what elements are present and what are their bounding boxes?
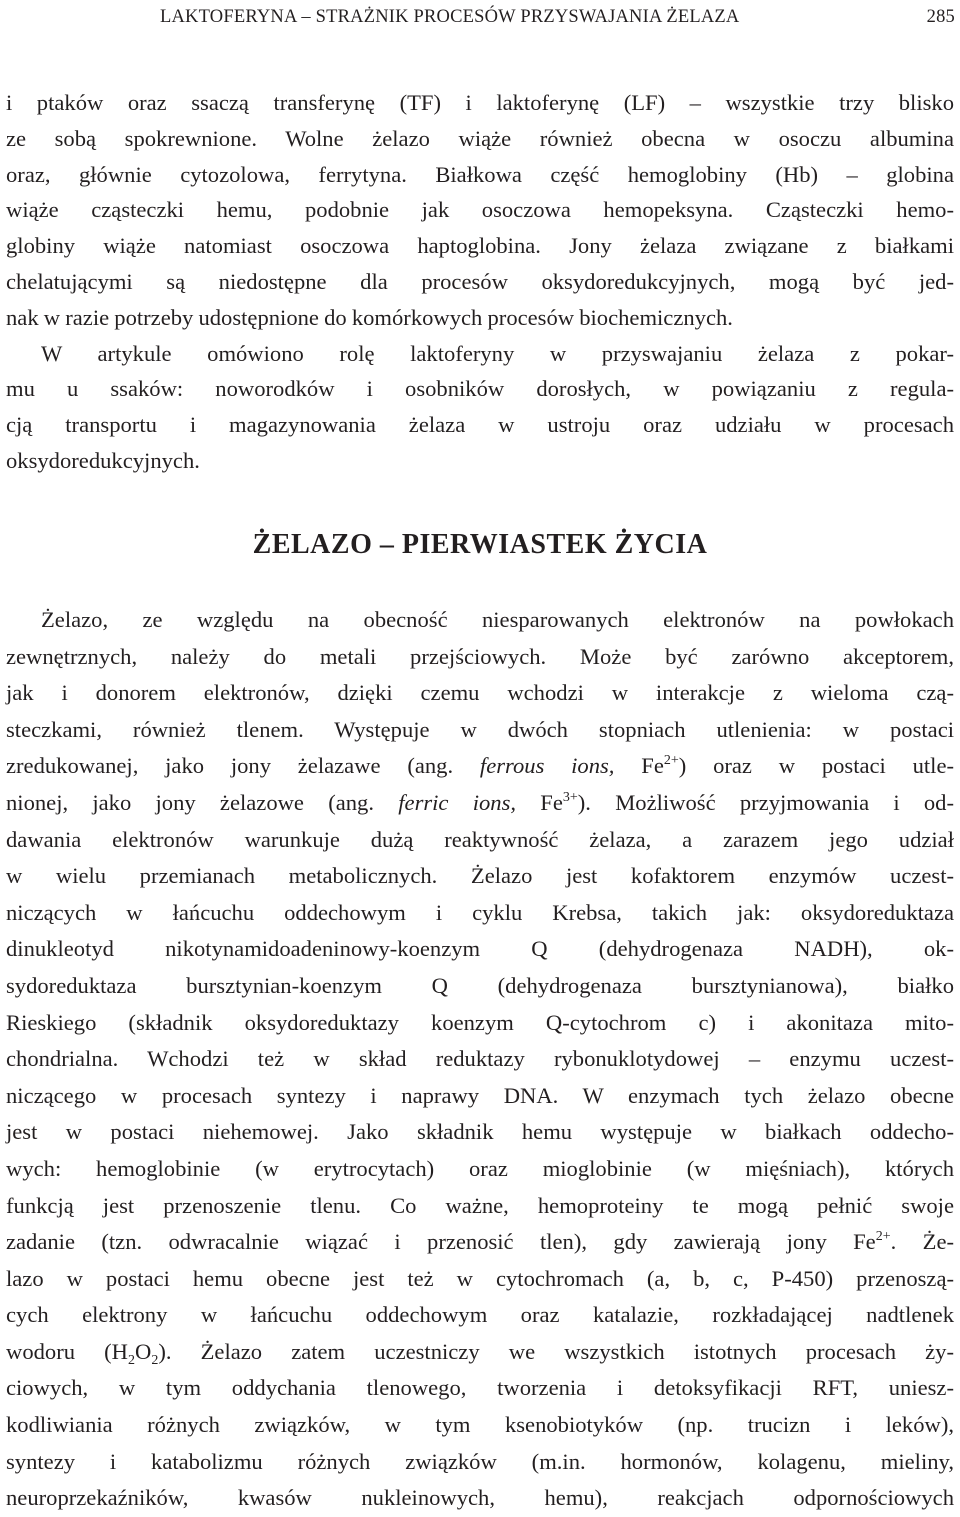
text-segment: ) oraz w postaci utle- [678,753,955,779]
text-line: neuroprzekaźników, kwasów nukleinowych, hemu), reakcjach odpornościowych [6,1485,954,1511]
text-line: chelatującymi są niedostępne dla procesów oksydoredukcyjnych, mogą być jed- [6,268,954,294]
page-number: 285 [926,7,955,27]
text-line [6,1334,954,1371]
italic-term: ferric ions, [398,789,517,815]
text-line: globiny wiąże natomiast osoczowa haptoglobina. Jony żelaza związane z białkami [6,233,954,259]
text-line: jest w postaci niehemowej. Jako składnik hemu występuje w białkach oddecho- [6,1119,954,1145]
text-line-content: W artykule omówiono rolę laktoferyny w przyswajaniu żelaza z pokar- [41,340,954,366]
text-line: steczkami, również tlenem. Występuje w dwóch stopniach utlenienia: w postaci [6,716,954,742]
text-line [6,785,954,822]
text-segment: ). Żelazo zatem uczestniczy we wszystkich istotnych procesach ży- [158,1338,954,1364]
text-line: cych elektrony w łańcuchu oddechowym oraz katalazie, rozkładającej nadtlenek [6,1302,954,1328]
text-line: sydoreduktaza bursztynian-koenzym Q (dehydrogenaza bursztynianowa), białko [6,972,954,998]
text-line: chondrialna. Wchodzi też w skład reduktazy rybonuklotydowej – enzymu uczest- [6,1046,954,1072]
subscript: 2 [151,1352,159,1368]
text-line: wych: hemoglobinie (w erytrocytach) oraz mioglobinie (w mięśniach), których [6,1155,954,1181]
text-line: oksydoredukcyjnych. [6,447,200,473]
text-line: lazo w postaci hemu obecne jest też w cytochromach (a, b, c, P-450) przenoszą- [6,1265,954,1291]
text-line: ze sobą spokrewnione. Wolne żelazo wiąże również obecna w osoczu albumina [6,125,954,151]
chemical-symbol: Fe [641,753,664,779]
text-line: jak i donorem elektronów, dzięki czemu wchodzi w interakcje z wieloma czą- [6,680,954,706]
running-title: LAKTOFERYNA – STRAŻNIK PROCESÓW PRZYSWAJANIA ŻELAZA [160,7,740,27]
text-line [6,602,954,639]
text-line: w wielu przemianach metabolicznych. Żelazo jest kofaktorem enzymów uczest- [6,863,954,889]
text-line: funkcją jest przenoszenie tlenu. Co ważne, hemoproteiny te mogą pełnić swoje [6,1192,954,1218]
text-line: i ptaków oraz ssaczą transferynę (TF) i laktoferynę (LF) – wszystkie trzy blisko [6,90,954,115]
text-line: kodliwiania różnych związków, w tym ksenobiotyków (np. trucizn i leków), [6,1412,954,1438]
chemical-symbol: Fe [540,789,563,815]
text-line: nak w razie potrzeby udostępnione do komórkowych procesów biochemicznych. [6,304,733,330]
subscript: 2 [128,1352,135,1368]
section-paragraph [6,602,954,1517]
text-line: niczącego w procesach syntezy i naprawy DNA. W enzymach tych żelazo obecne [6,1082,954,1108]
text-line: ciowych, w tym oddychania tlenowego, tworzenia i detoksyfikacji RFT, uniesz- [6,1375,954,1401]
text-segment: nionej, jako jony żelazowe (ang. [6,789,375,815]
text-segment: wodoru (H [6,1338,128,1364]
text-segment: zadanie (tzn. odwracalnie wiązać i przenosić tlen), gdy zawierają jony Fe [6,1229,876,1255]
intro-paragraph [6,85,954,479]
running-header [160,7,955,31]
text-segment: zredukowanej, jako jony żelazawe (ang. [6,753,454,779]
text-segment: . Że- [890,1229,955,1255]
section-heading: ŻELAZO – PIERWIASTEK ŻYCIA [252,529,708,560]
text-line: dinukleotyd nikotynamidoadeninowy-koenzym Q (dehydrogenaza NADH), ok- [6,936,954,962]
superscript: 2+ [663,753,679,769]
text-line: syntezy i katabolizmu różnych związków (m.in. hormonów, kolagenu, mieliny, [6,1448,954,1474]
text-line: cją transportu i magazynowania żelaza w ustroju oraz udziału w procesach [6,412,954,438]
text-line [6,336,954,372]
text-line [6,748,954,785]
text-line: mu u ssaków: noworodków i osobników dorosłych, w powiązaniu z regula- [6,376,954,402]
text-line: oraz, głównie cytozolowa, ferrytyna. Białkowa część hemoglobiny (Hb) – globina [6,161,954,187]
text-segment: ). Możliwość przyjmowania i od- [577,789,954,815]
superscript: 2+ [875,1229,891,1245]
text-line-content: Żelazo, ze względu na obecność niesparowanych elektronów na powłokach [41,607,954,632]
superscript: 3+ [562,789,578,805]
italic-term: ferrous ions, [479,753,615,779]
chemical-symbol: O [135,1338,152,1364]
text-line: wiąże cząsteczki hemu, podobnie jak osoczowa hemopeksyna. Cząsteczki hemo- [6,197,954,223]
text-line: dawania elektronów warunkuje dużą reaktywność żelaza, a zarazem jego udział [6,826,954,852]
text-line [6,1224,954,1261]
text-line: zewnętrznych, należy do metali przejściowych. Może być zarówno akceptorem, [6,643,954,669]
text-line: niczących w łańcuchu oddechowym i cyklu Krebsa, takich jak: oksydoreduktaza [6,899,954,925]
text-line: Rieskiego (składnik oksydoreduktazy koenzym Q-cytochrom c) i akonitaza mito- [6,1009,954,1035]
